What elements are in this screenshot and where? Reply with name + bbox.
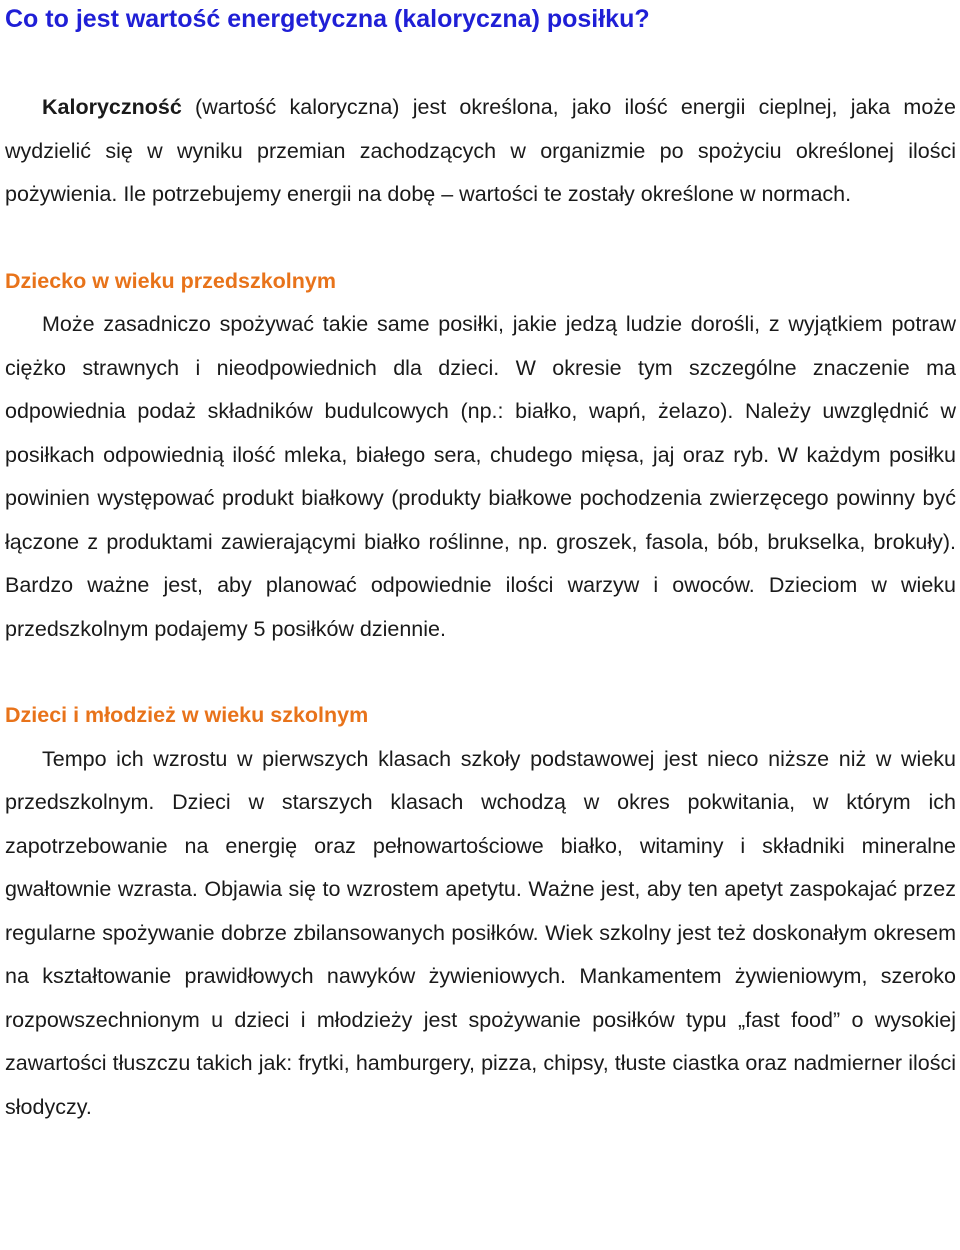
section-heading-school: Dzieci i młodzież w wieku szkolnym	[5, 703, 369, 727]
section-text-school: Tempo ich wzrostu w pierwszych klasach szkoły podstawowej jest nieco niższe niż w wieku przedszkolnym. Dzieci w starszych klasach wchodzą w okres pokwitania, w którym ich zapotrzebowanie na energię oraz pełnowartościowe białko, witaminy i składniki mineralne gwałtownie wzrasta. Objawia się to wzrostem apetytu. Ważne jest, aby ten apetyt zaspokajać przez regularne spożywanie dobrze zbilansowanych posiłków. Wiek szkolny jest też doskonałym okresem na kształtowanie prawidłowych nawyków żywieniowych. Mankamentem żywieniowym, szeroko rozpowszechnionym u dzieci i młodzieży jest spożywanie posiłków typu „fast food” o wysokiej zawartości tłuszczu takich jak: frytki, hamburgery, pizza, chipsy, tłuste ciastka oraz nadmierner ilości słodyczy.	[5, 746, 956, 1119]
section-text-preschool: Może zasadniczo spożywać takie same posiłki, jakie jedzą ludzie dorośli, z wyjątkiem potraw ciężko strawnych i nieodpowiednich dla dzieci. W okresie tym szczególne znaczenie ma odpowiednia podaż składników budulcowych (np.: białko, wapń, żelazo). Należy uwzględnić w posiłkach odpowiednią ilość mleka, białego sera, chudego mięsa, jaj oraz ryb. W każdym posiłku powinien występować produkt białkowy (produkty białkowe pochodzenia zwierzęcego powinny być łączone z produktami zawierającymi białko roślinne, np. groszek, fasola, bób, brukselka, brokuły). Bardzo ważne jest, aby planować odpowiednie ilości warzyw i owoców. Dzieciom w wieku przedszkolnym podajemy 5 posiłków dziennie.	[5, 312, 956, 641]
intro-paragraph	[5, 86, 956, 217]
intro-term: Kaloryczność	[42, 95, 182, 119]
section-heading-preschool: Dziecko w wieku przedszkolnym	[5, 268, 336, 293]
intro-text: (wartość kaloryczna) jest określona, jako ilość energii cieplnej, jaka może wydzielić się w wyniku przemian zachodzących w organizmie po spożyciu określonej ilości pożywienia. Ile potrzebujemy energii na dobę – wartości te zostały określone w normach.	[5, 95, 956, 206]
page-title: Co to jest wartość energetyczna (kaloryczna) posiłku?	[5, 5, 650, 33]
